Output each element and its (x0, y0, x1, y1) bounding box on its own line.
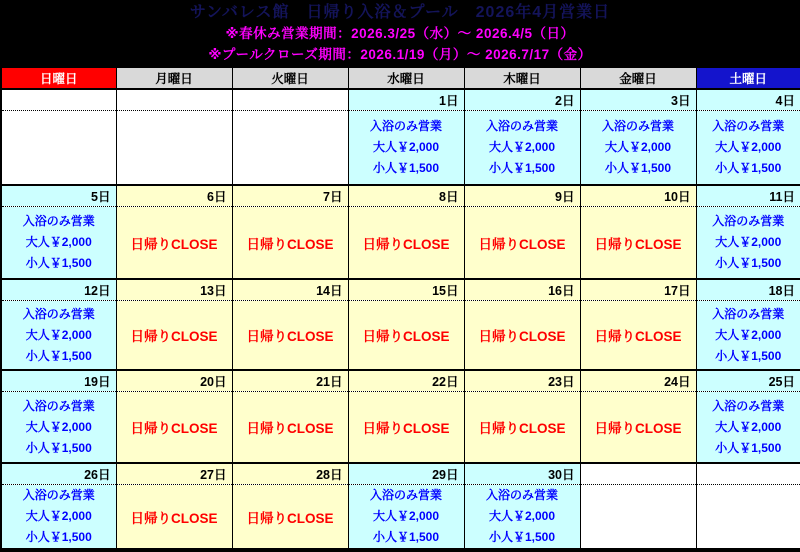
date-cell-29: 29日 (348, 463, 464, 485)
date-cell-empty (696, 463, 800, 485)
day-content-closed (232, 301, 348, 371)
bath-only-line: 入浴のみ営業 (485, 119, 558, 133)
date-cell-9: 9日 (464, 185, 580, 207)
notice-spring-period: ※春休み営業期間：2026.3/25（水）～ 2026.4/5（日） (225, 26, 575, 41)
bath-only-line: 小人￥1,500 (488, 161, 556, 175)
weekday-header-weekday: 火曜日 (232, 67, 348, 89)
day-content-bath (1, 485, 116, 550)
bath-only-line: 入浴のみ営業 (712, 306, 785, 321)
close-label: 日帰りCLOSE (130, 329, 218, 344)
close-label: 日帰りCLOSE (478, 236, 566, 252)
weekday-header-sunday: 日曜日 (1, 67, 116, 89)
date-cell-24: 24日 (580, 370, 696, 392)
day-content-empty (116, 111, 232, 186)
close-label: 日帰りCLOSE (246, 421, 334, 436)
bath-only-line: 入浴のみ営業 (712, 214, 785, 228)
day-content-closed (348, 207, 464, 280)
day-content-bath (348, 111, 464, 186)
notice-pool-close-period: ※プールクローズ期間：2026.1/19（月）～ 2026.7/17（金） (208, 47, 592, 62)
day-content-bath (1, 392, 116, 464)
date-cell-11: 11日 (696, 185, 800, 207)
day-content-bath (1, 301, 116, 371)
day-content-closed (348, 392, 464, 464)
bath-only-line: 小人￥1,500 (372, 161, 440, 175)
bath-only-line: 小人￥1,500 (25, 348, 92, 363)
day-content-bath (696, 111, 800, 186)
day-content-closed (232, 207, 348, 280)
bath-only-line: 小人￥1,500 (372, 530, 440, 544)
page-title: サンバレス館 日帰り入浴＆プール 2026年4月営業日 (189, 4, 611, 21)
bath-only-line: 小人￥1,500 (25, 530, 92, 544)
close-label: 日帰りCLOSE (594, 236, 682, 252)
date-cell-5: 5日 (1, 185, 116, 207)
date-cell-10: 10日 (580, 185, 696, 207)
calendar-body (1, 67, 800, 549)
bath-only-line: 大人￥2,000 (25, 327, 92, 342)
day-content-closed (348, 301, 464, 371)
date-cell-12: 12日 (1, 279, 116, 301)
day-content-closed (580, 207, 696, 280)
bath-only-line: 入浴のみ営業 (22, 398, 95, 413)
date-cell-28: 28日 (232, 463, 348, 485)
close-label: 日帰りCLOSE (130, 421, 218, 436)
date-cell-13: 13日 (116, 279, 232, 301)
week-5-date-row (1, 463, 800, 485)
bath-only-line: 小人￥1,500 (25, 440, 92, 455)
close-label: 日帰りCLOSE (130, 236, 218, 252)
weekday-header-weekday: 金曜日 (580, 67, 696, 89)
day-content-closed (232, 485, 348, 550)
date-cell-4: 4日 (696, 89, 800, 111)
close-label: 日帰りCLOSE (594, 329, 682, 344)
bath-only-line: 入浴のみ営業 (712, 119, 785, 133)
date-cell-3: 3日 (580, 89, 696, 111)
close-label: 日帰りCLOSE (362, 329, 450, 344)
day-content-bath (348, 485, 464, 550)
close-label: 日帰りCLOSE (362, 236, 450, 252)
day-content-empty (1, 111, 116, 186)
week-3-content-row (1, 301, 800, 371)
date-cell-empty (1, 89, 116, 111)
day-content-bath (580, 111, 696, 186)
bath-only-line: 大人￥2,000 (715, 327, 782, 342)
close-label: 日帰りCLOSE (130, 510, 218, 526)
day-content-closed (116, 392, 232, 464)
date-cell-14: 14日 (232, 279, 348, 301)
week-1-content-row (1, 111, 800, 186)
day-content-bath (696, 392, 800, 464)
bath-only-line: 入浴のみ営業 (485, 488, 558, 502)
bath-only-line: 入浴のみ営業 (369, 488, 442, 502)
week-1-date-row (1, 89, 800, 111)
date-cell-17: 17日 (580, 279, 696, 301)
bath-only-line: 大人￥2,000 (25, 419, 92, 434)
date-cell-empty (580, 463, 696, 485)
bath-only-line: 入浴のみ営業 (369, 119, 442, 133)
bath-only-line: 大人￥2,000 (488, 140, 556, 154)
close-label: 日帰りCLOSE (478, 329, 566, 344)
close-label: 日帰りCLOSE (478, 421, 566, 436)
date-cell-empty (116, 89, 232, 111)
calendar-table (0, 66, 800, 550)
bath-only-line: 大人￥2,000 (372, 509, 440, 523)
bath-only-line: 小人￥1,500 (488, 530, 556, 544)
bath-only-line: 小人￥1,500 (25, 256, 92, 270)
bath-only-line: 大人￥2,000 (25, 235, 92, 249)
bath-only-line: 入浴のみ営業 (601, 119, 674, 133)
day-content-closed (232, 392, 348, 464)
date-cell-25: 25日 (696, 370, 800, 392)
bath-only-line: 小人￥1,500 (715, 440, 782, 455)
weekday-header-row (1, 67, 800, 89)
day-content-empty (696, 485, 800, 550)
date-cell-6: 6日 (116, 185, 232, 207)
day-content-closed (116, 485, 232, 550)
date-cell-26: 26日 (1, 463, 116, 485)
date-cell-22: 22日 (348, 370, 464, 392)
date-cell-empty (232, 89, 348, 111)
date-cell-27: 27日 (116, 463, 232, 485)
day-content-bath (464, 485, 580, 550)
bath-only-line: 小人￥1,500 (715, 161, 782, 175)
close-label: 日帰りCLOSE (246, 329, 334, 344)
date-cell-2: 2日 (464, 89, 580, 111)
bath-only-line: 小人￥1,500 (604, 161, 672, 175)
week-4-content-row (1, 392, 800, 464)
date-cell-20: 20日 (116, 370, 232, 392)
week-4-date-row (1, 370, 800, 392)
bath-only-line: 入浴のみ営業 (22, 214, 95, 228)
week-3-date-row (1, 279, 800, 301)
day-content-closed (116, 207, 232, 280)
weekday-header-weekday: 月曜日 (116, 67, 232, 89)
bath-only-line: 入浴のみ営業 (712, 398, 785, 413)
page-header (0, 0, 800, 66)
day-content-closed (464, 392, 580, 464)
day-content-empty (232, 111, 348, 186)
day-content-bath (696, 301, 800, 371)
close-label: 日帰りCLOSE (594, 421, 682, 436)
date-cell-30: 30日 (464, 463, 580, 485)
day-content-closed (580, 392, 696, 464)
bath-only-line: 大人￥2,000 (25, 509, 92, 523)
day-content-closed (464, 207, 580, 280)
bath-only-line: 大人￥2,000 (604, 140, 672, 154)
bath-only-line: 入浴のみ営業 (22, 488, 95, 502)
date-cell-7: 7日 (232, 185, 348, 207)
close-label: 日帰りCLOSE (246, 510, 334, 526)
weekday-header-weekday: 水曜日 (348, 67, 464, 89)
day-content-bath (464, 111, 580, 186)
date-cell-8: 8日 (348, 185, 464, 207)
date-cell-1: 1日 (348, 89, 464, 111)
date-cell-16: 16日 (464, 279, 580, 301)
date-cell-21: 21日 (232, 370, 348, 392)
bath-only-line: 大人￥2,000 (488, 509, 556, 523)
day-content-bath (1, 207, 116, 280)
day-content-empty (580, 485, 696, 550)
close-label: 日帰りCLOSE (362, 421, 450, 436)
day-content-closed (116, 301, 232, 371)
day-content-closed (580, 301, 696, 371)
day-content-bath (696, 207, 800, 280)
week-2-content-row (1, 207, 800, 280)
weekday-header-saturday: 土曜日 (696, 67, 800, 89)
bath-only-line: 大人￥2,000 (715, 419, 782, 434)
bath-only-line: 小人￥1,500 (715, 348, 782, 363)
bath-only-line: 大人￥2,000 (715, 140, 782, 154)
date-cell-18: 18日 (696, 279, 800, 301)
week-5-content-row (1, 485, 800, 550)
week-2-date-row (1, 185, 800, 207)
day-content-closed (464, 301, 580, 371)
bath-only-line: 大人￥2,000 (715, 235, 782, 249)
bath-only-line: 大人￥2,000 (372, 140, 440, 154)
weekday-header-weekday: 木曜日 (464, 67, 580, 89)
bath-only-line: 入浴のみ営業 (22, 306, 95, 321)
date-cell-19: 19日 (1, 370, 116, 392)
date-cell-23: 23日 (464, 370, 580, 392)
bath-only-line: 小人￥1,500 (715, 256, 782, 270)
date-cell-15: 15日 (348, 279, 464, 301)
close-label: 日帰りCLOSE (246, 236, 334, 252)
